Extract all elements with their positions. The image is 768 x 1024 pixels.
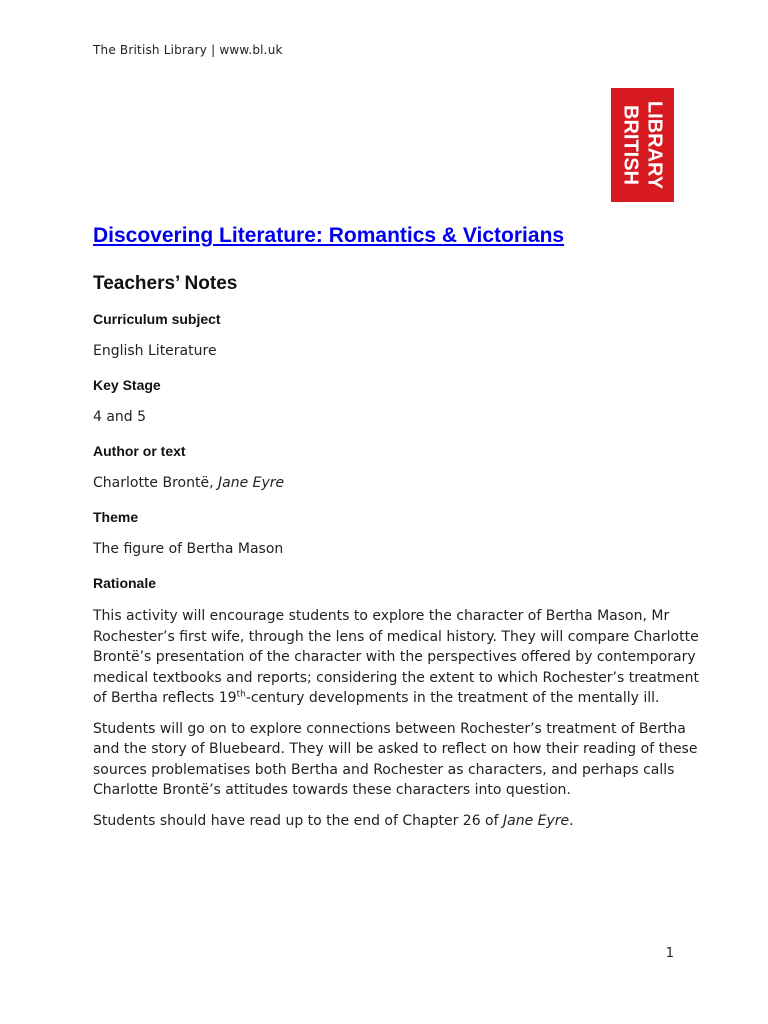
british-library-logo	[611, 88, 674, 202]
theme-label: Theme	[93, 509, 139, 525]
logo-line-library: LIBRARY	[643, 100, 666, 190]
subtitle: Teachers’ Notes	[93, 273, 238, 294]
rationale-p1-superscript: th	[236, 689, 246, 700]
rationale-label: Rationale	[93, 575, 157, 591]
document-title-link[interactable]: Discovering Literature: Romantics & Victorians	[93, 224, 565, 247]
author-name: Charlotte Brontë,	[93, 475, 218, 491]
logo-line-british: BRITISH	[619, 105, 642, 185]
rationale-p3-text: Students should have read up to the end of Chapter 26 of	[93, 812, 504, 829]
rationale-paragraph-3	[93, 811, 713, 832]
keystage-value: 4 and 5	[93, 409, 147, 425]
header-text: The British Library | www.bl.uk	[93, 43, 283, 57]
author-work: Jane Eyre	[217, 475, 285, 491]
author-value	[93, 474, 713, 492]
rationale-p1-text: This activity will encourage students to explore the character of Bertha Mason, Mr Rochester’s first wife, through the lens of medical history. They will compare Charlotte Brontë’s presentation of the character with the perspectives offered by contemporary medical textbooks and reports; considering the extent to which Rochester’s treatment of Bertha reflects 19	[93, 608, 699, 706]
curriculum-value: English Literature	[93, 343, 217, 359]
page-number: 1	[665, 946, 674, 961]
keystage-label: Key Stage	[93, 377, 161, 393]
rationale-p1-text-end: -century developments in the treatment of the mentally ill.	[245, 690, 660, 706]
rationale-paragraph-2: Students will go on to explore connections between Rochester’s treatment of Bertha and the story of Bluebeard. They will be asked to reflect on how their reading of these sources problematises both Bertha and Rochester as characters, and perhaps calls Charlotte Brontë’s attitudes towards these characters into question.	[93, 720, 698, 798]
author-label: Author or text	[93, 443, 186, 459]
curriculum-label: Curriculum subject	[93, 311, 221, 327]
document-body	[93, 222, 713, 841]
theme-value: The figure of Bertha Mason	[93, 541, 284, 557]
rationale-paragraph-1	[93, 606, 713, 709]
rationale-p3-italic: Jane Eyre	[503, 812, 570, 829]
rationale-p3-end: .	[569, 812, 574, 829]
